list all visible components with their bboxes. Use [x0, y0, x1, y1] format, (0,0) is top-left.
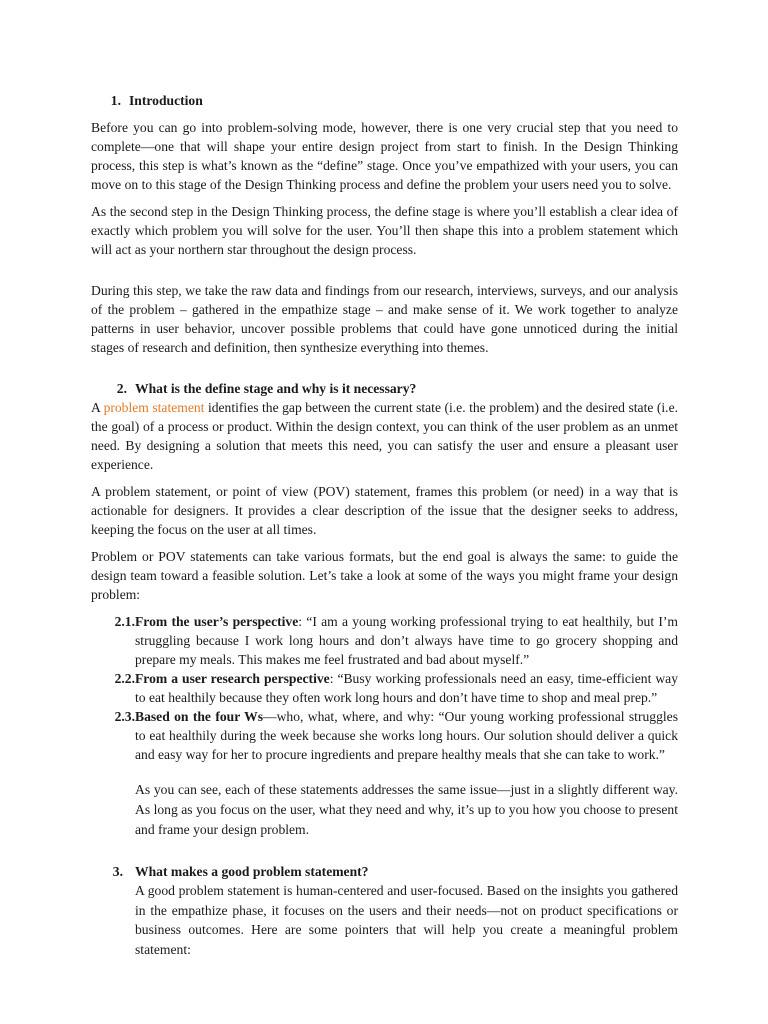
list-item: [91, 669, 678, 707]
section-2-number: 2.: [116, 381, 127, 396]
list-item-body: : “I am a young working professional trying to eat healthily, but I’m struggling because I work long hours and don’t always have time to go grocery shopping and prepare my meals. This makes me feel frustrated and bad about myself.”: [135, 614, 679, 667]
define-paragraph-1: [91, 398, 678, 474]
list-item-body: —who, what, where, and why: “Our young working professional struggles to eat healthily during the week because she works long hours. Our solution should deliver a quick and easy way for her to procure ingredients and prepare healthy meals that she can take to work.”: [135, 709, 678, 762]
section-3-number: 3.: [112, 864, 123, 879]
intro-paragraph-1: Before you can go into problem-solving mode, however, there is one very crucial step that you need to complete—one that will shape your entire design project from start to finish. In the Design Thinking process, this step is what’s known as the “define” stage. Once you’ve empathized with your users, you can move on to this stage of the Design Thinking process and define the problem your users need you to solve.: [91, 120, 678, 192]
list-item-text: [135, 612, 678, 669]
define-paragraph-4: As you can see, each of these statements addresses the same issue—just in a slightly different way. As long as you focus on the user, what they need and why, it’s up to you how you choose to present and frame your design problem.: [135, 782, 678, 837]
list-item-text: [135, 669, 678, 707]
list-item-text: [135, 707, 678, 764]
section-1-number: 1.: [110, 93, 121, 108]
list-item-label: From a user research perspective: [135, 671, 330, 686]
list-item-body: : “Busy working professionals need an easy, time-efficient way to eat healthily because they often work long hours and don’t have time to shop and meal prep.”: [135, 671, 678, 705]
intro-paragraph-3: During this step, we take the raw data and findings from our research, interviews, surveys, and our analysis of the problem – gathered in the empathize stage – and make sense of it. We work together to analyze patterns in user behavior, uncover possible problems that could have gone unnoticed during the initial stages of research and definition, then synthesize everything into themes.: [91, 283, 678, 355]
list-item-number: 2.1.: [114, 614, 135, 629]
intro-paragraph-2: As the second step in the Design Thinking process, the define stage is where you’ll establish a clear idea of exactly which problem you will solve for the user. You’ll then shape this into a problem statement which will act as your northern star throughout the design process.: [91, 204, 678, 257]
list-item: [91, 612, 678, 669]
list-item: [91, 707, 678, 764]
define-p1-rest: identifies the gap between the current state (i.e. the problem) and the desired state (i.e. the goal) of a process or product. Within the design context, you can think of the user problem as an unmet need. By designing a solution that meets this need, you can satisfy the user and ensure a pleasant user experience.: [91, 400, 679, 472]
list-item-number: 2.3.: [114, 709, 135, 724]
good-paragraph-1: A good problem statement is human-centered and user-focused. Based on the insights you gathered in the empathize phase, it focuses on the users and their needs—not on product specifications or business outcomes. Here are some pointers that will help you create a meaningful problem statement:: [135, 883, 678, 957]
document-page: [91, 91, 678, 959]
define-paragraph-2: A problem statement, or point of view (POV) statement, frames this problem (or need) in a way that is actionable for designers. It provides a clear description of the issue that the designer seeks to address, keeping the focus on the user at all times.: [91, 484, 678, 537]
section-2-title: What is the define stage and why is it necessary?: [135, 381, 417, 396]
section-1-title: Introduction: [129, 93, 203, 108]
list-item-number: 2.2.: [114, 671, 135, 686]
section-1-heading: [91, 91, 678, 110]
define-paragraph-3: Problem or POV statements can take various formats, but the end goal is always the same: to guide the design team toward a feasible solution. Let’s take a look at some of the ways you might frame your design problem:: [91, 549, 678, 602]
section-3-title: What makes a good problem statement?: [135, 864, 369, 879]
problem-statement-link[interactable]: problem statement: [103, 400, 205, 415]
section-3: [91, 862, 678, 959]
section-3-body: [123, 862, 678, 959]
define-p1-prefix: A: [91, 400, 104, 415]
list-item-label: Based on the four Ws: [135, 709, 264, 724]
framing-list: [91, 612, 678, 764]
list-item-label: From the user’s perspective: [135, 614, 299, 629]
section-2-heading: [91, 379, 678, 398]
